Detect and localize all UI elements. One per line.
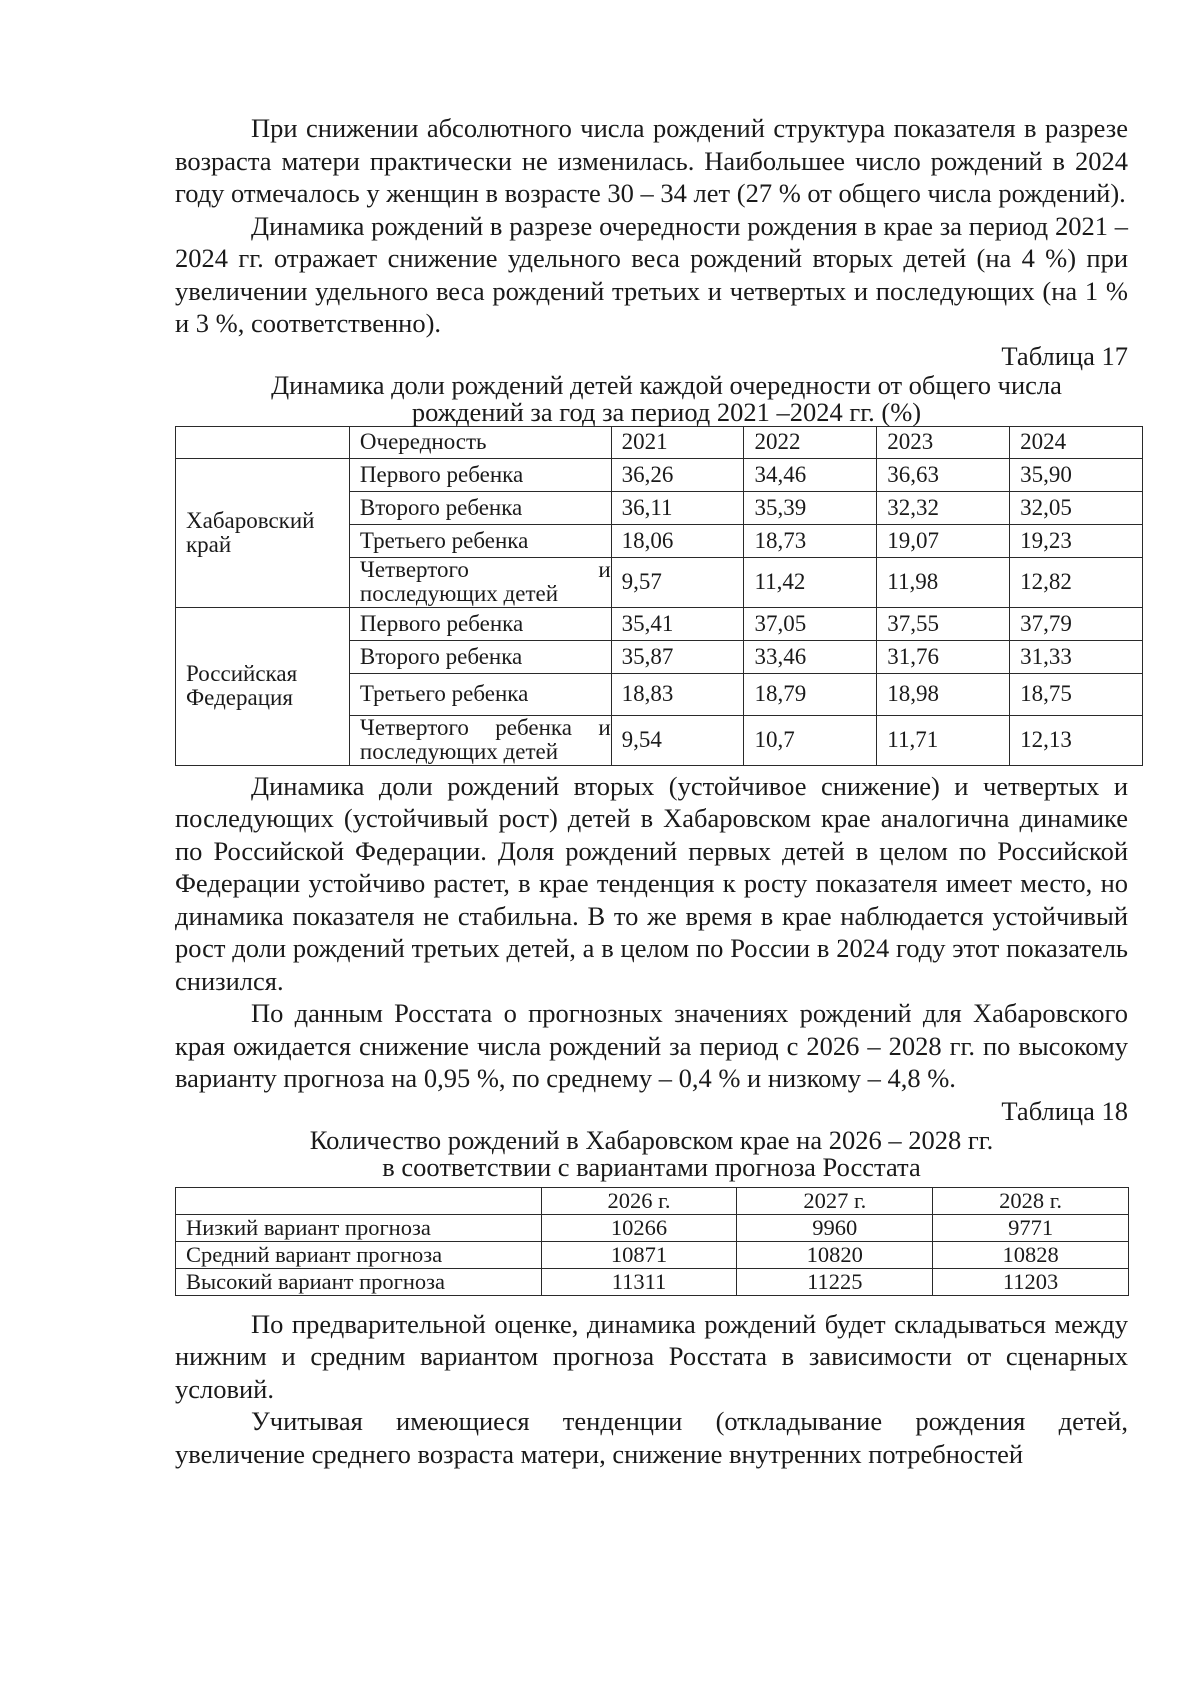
value-cell: 33,46: [744, 640, 877, 673]
paragraph: Динамика доли рождений вторых (устойчивое снижение) и четвертых и последующих (устойчивый рост) детей в Хабаровском крае аналогична динамике по Российской Федерации. Доля рождений первых детей в целом по Российской Федерации устойчиво растет, в крае тенденция к росту показателя имеет место, но динамика показателя не стабильна. В то же время в крае наблюдается устойчивый рост доли рождений третьих детей, а в целом по России в 2024 году этот показатель снизился.: [175, 770, 1128, 996]
value-cell: 32,05: [1010, 491, 1143, 524]
variant-label: Низкий вариант прогноза: [176, 1214, 542, 1241]
column-header-year: 2021: [611, 426, 744, 458]
table-row: [176, 1214, 1129, 1241]
value-cell: 37,79: [1010, 607, 1143, 640]
value-cell: 10,7: [744, 715, 877, 765]
empty-cell: [176, 426, 350, 458]
order-label: Первого ребенка: [349, 458, 611, 491]
table-row: [176, 1241, 1129, 1268]
value-cell: 19,07: [877, 524, 1010, 557]
table-17: [175, 426, 1143, 766]
value-cell: 36,63: [877, 458, 1010, 491]
table-row: [176, 607, 1143, 640]
paragraph: По данным Росстата о прогнозных значениях рождений для Хабаровского края ожидается снижение числа рождений за период с 2026 – 2028 гг. по высокому варианту прогноза на 0,95 %, по среднему – 0,4 % и низкому – 4,8 %.: [175, 998, 1128, 1093]
paragraph: Учитывая имеющиеся тенденции (откладывание рождения детей, увеличение среднего возраста матери, снижение внутренних потребностей: [175, 1406, 1128, 1469]
value-cell: 11,71: [877, 715, 1010, 765]
variant-label: Средний вариант прогноза: [176, 1241, 542, 1268]
value-cell: 35,41: [611, 607, 744, 640]
value-cell: 36,11: [611, 491, 744, 524]
value-cell: 37,05: [744, 607, 877, 640]
column-header-year: 2024: [1010, 426, 1143, 458]
value-cell: 31,33: [1010, 640, 1143, 673]
value-cell: 35,39: [744, 491, 877, 524]
value-cell: 11225: [737, 1268, 933, 1295]
table-18-title-line2: в соответствии с вариантами прогноза Росстата: [382, 1151, 921, 1182]
table-18: [175, 1187, 1129, 1296]
table-row: [176, 1268, 1129, 1295]
value-cell: 18,75: [1010, 673, 1143, 715]
value-cell: 18,83: [611, 673, 744, 715]
value-cell: 35,90: [1010, 458, 1143, 491]
order-label: Третьего ребенка: [349, 524, 611, 557]
region-label: Хабаровский край: [176, 458, 350, 607]
table-17-title-line1: Динамика доли рождений детей каждой очередности от общего числа: [271, 369, 1062, 400]
value-cell: 12,13: [1010, 715, 1143, 765]
order-label: Четвертого и последующих детей: [349, 557, 611, 607]
column-header-year: 2027 г.: [737, 1187, 933, 1214]
value-cell: 9,57: [611, 557, 744, 607]
value-cell: 10266: [541, 1214, 737, 1241]
table-header-row: [176, 1187, 1129, 1214]
variant-label: Высокий вариант прогноза: [176, 1268, 542, 1295]
value-cell: 18,79: [744, 673, 877, 715]
order-label: Третьего ребенка: [349, 673, 611, 715]
value-cell: 18,06: [611, 524, 744, 557]
value-cell: 11203: [933, 1268, 1129, 1295]
value-cell: 10820: [737, 1241, 933, 1268]
table-header-row: [176, 426, 1143, 458]
value-cell: 9,54: [611, 715, 744, 765]
table-18-number: Таблица 18: [1001, 1095, 1128, 1126]
order-label: Второго ребенка: [349, 640, 611, 673]
value-cell: 32,32: [877, 491, 1010, 524]
order-label: Первого ребенка: [349, 607, 611, 640]
empty-cell: [176, 1187, 542, 1214]
column-header-year: 2026 г.: [541, 1187, 737, 1214]
value-cell: 11311: [541, 1268, 737, 1295]
table-18-title-line1: Количество рождений в Хабаровском крае на 2026 – 2028 гг.: [309, 1124, 994, 1155]
value-cell: 9771: [933, 1214, 1129, 1241]
value-cell: 37,55: [877, 607, 1010, 640]
paragraph: Динамика рождений в разрезе очередности рождения в крае за период 2021 – 2024 гг. отражает снижение удельного веса рождений вторых детей (на 4 %) при увеличении удельного веса рождений третьих и четвертых и последующих (на 1 % и 3 %, соответственно).: [175, 210, 1128, 338]
value-cell: 36,26: [611, 458, 744, 491]
table-17-number: Таблица 17: [1001, 340, 1128, 371]
order-label: Четвертого ребенка и последующих детей: [349, 715, 611, 765]
value-cell: 31,76: [877, 640, 1010, 673]
column-header-year: 2022: [744, 426, 877, 458]
column-header-year: 2028 г.: [933, 1187, 1129, 1214]
value-cell: 12,82: [1010, 557, 1143, 607]
value-cell: 19,23: [1010, 524, 1143, 557]
value-cell: 11,42: [744, 557, 877, 607]
paragraph: При снижении абсолютного числа рождений структура показателя в разрезе возраста матери практически не изменилась. Наибольшее число рождений в 2024 году отмечалось у женщин в возрасте 30 – 34 лет (27 % от общего числа рождений).: [175, 113, 1128, 208]
document-content: [175, 112, 1128, 1470]
order-label: Второго ребенка: [349, 491, 611, 524]
value-cell: 11,98: [877, 557, 1010, 607]
value-cell: 10871: [541, 1241, 737, 1268]
column-header-order: Очередность: [349, 426, 611, 458]
value-cell: 9960: [737, 1214, 933, 1241]
table-17-title-line2: рождений за год за период 2021 –2024 гг. (%): [411, 396, 922, 427]
paragraph: По предварительной оценке, динамика рождений будет складываться между нижним и средним вариантом прогноза Росстата в зависимости от сценарных условий.: [175, 1308, 1128, 1404]
value-cell: 18,98: [877, 673, 1010, 715]
column-header-year: 2023: [877, 426, 1010, 458]
table-row: [176, 458, 1143, 491]
value-cell: 34,46: [744, 458, 877, 491]
value-cell: 10828: [933, 1241, 1129, 1268]
region-label: Российская Федерация: [176, 607, 350, 765]
value-cell: 35,87: [611, 640, 744, 673]
value-cell: 18,73: [744, 524, 877, 557]
